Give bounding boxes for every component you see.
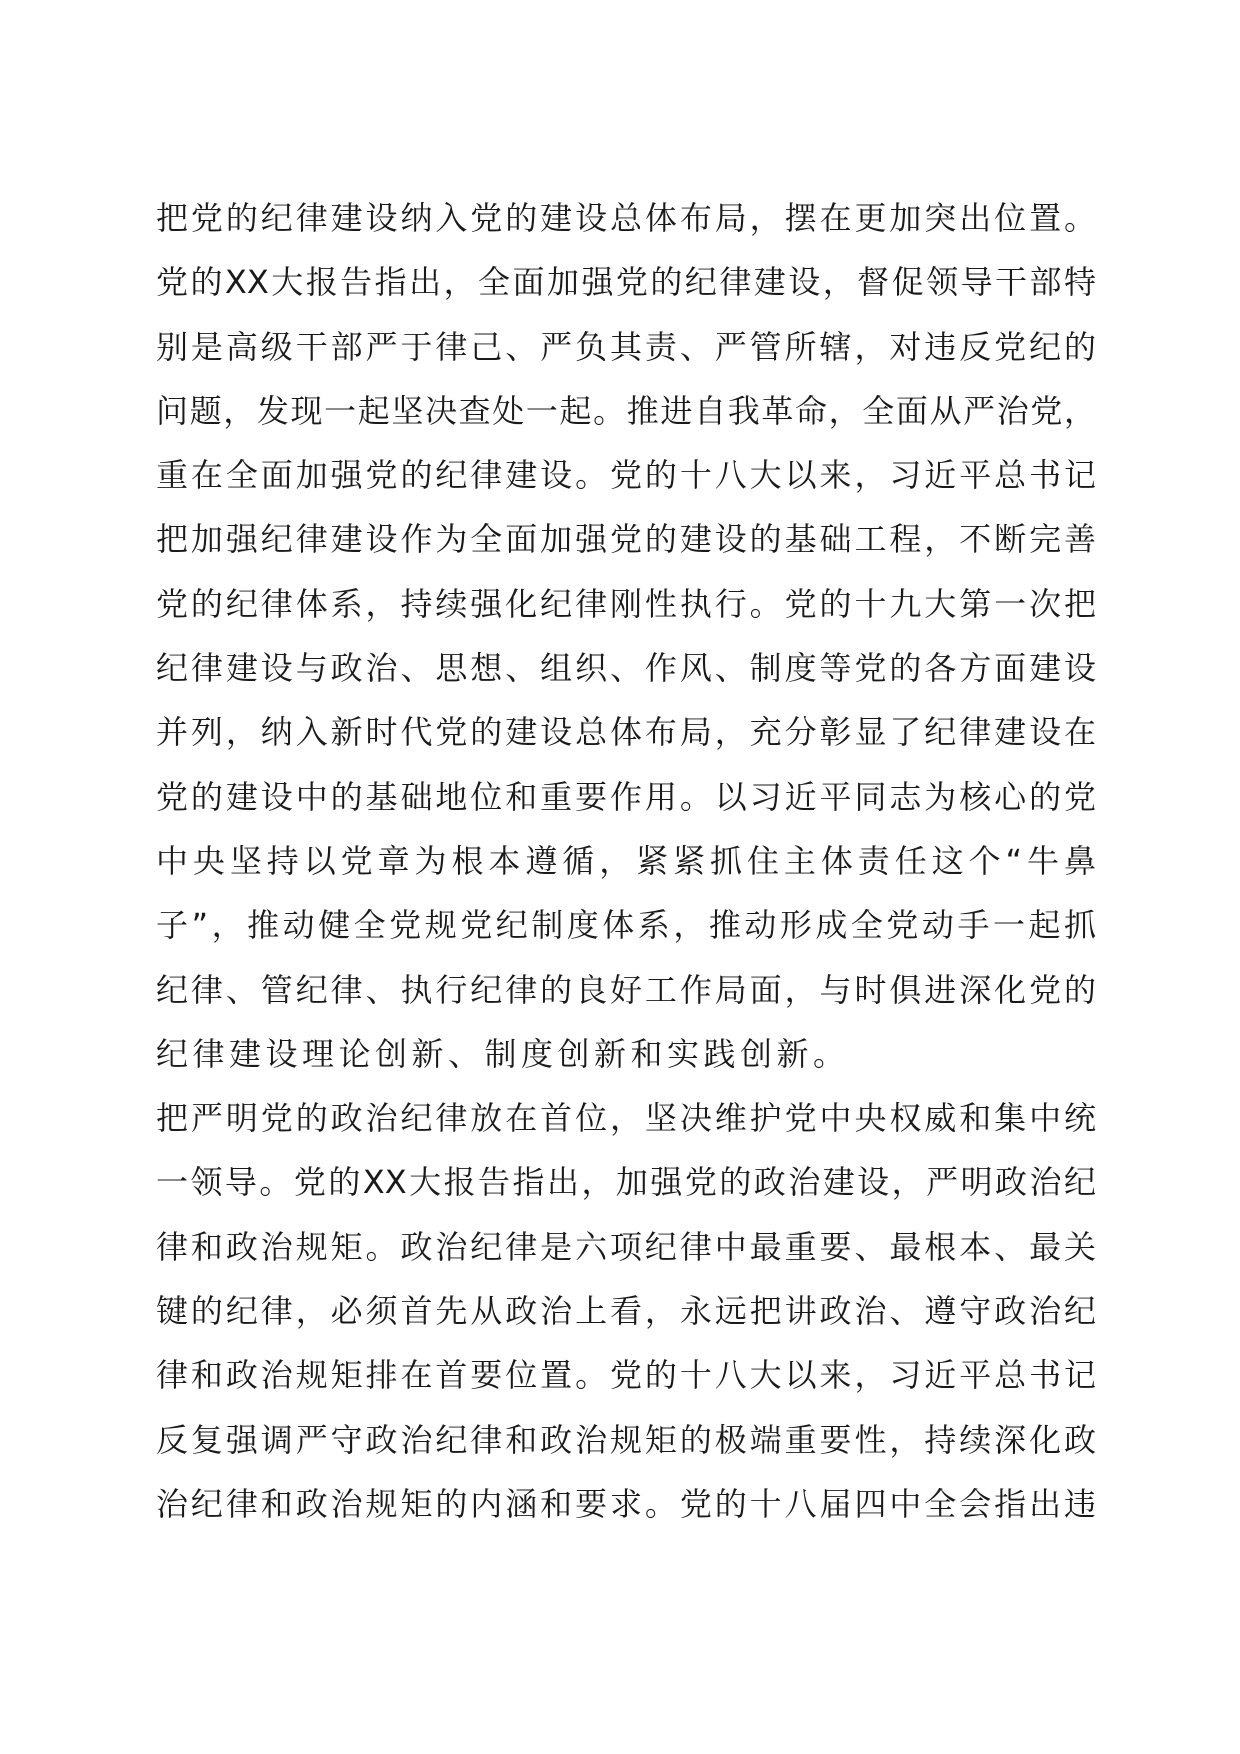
text-line: 别是高级干部严于律己、严负其责、严管所辖，对违反党纪的 (156, 327, 1096, 366)
text-line: 党的纪律体系，持续强化纪律刚性执行。党的十九大第一次把 (156, 584, 1096, 623)
text-line: 中央坚持以党章为根本遵循，紧紧抓住主体责任这个“牛鼻 (156, 841, 1096, 880)
text-line: 律和政治规矩排在首要位置。党的十八大以来，习近平总书记 (156, 1356, 1096, 1395)
text-line: 治纪律和政治规矩的内涵和要求。党的十八届四中全会指出违 (156, 1484, 1096, 1523)
text-line: 子”，推动健全党规党纪制度体系，推动形成全党动手一起抓 (156, 906, 1096, 945)
text-line: 党的XX大报告指出，全面加强党的纪律建设，督促领导干部特 (156, 263, 1096, 302)
text-line: 纪律、管纪律、执行纪律的良好工作局面，与时俱进深化党的 (156, 970, 1096, 1009)
text-line: 重在全面加强党的纪律建设。党的十八大以来，习近平总书记 (156, 456, 1096, 495)
text-line: 把加强纪律建设作为全面加强党的建设的基础工程，不断完善 (156, 520, 1096, 559)
text-line: 把严明党的政治纪律放在首位，坚决维护党中央权威和集中统 (156, 1099, 1096, 1138)
text-line: 问题，发现一起坚决查处一起。推进自我革命，全面从严治党， (156, 391, 1096, 430)
text-line: 律和政治规矩。政治纪律是六项纪律中最重要、最根本、最关 (156, 1227, 1096, 1266)
text-line: 一领导。党的XX大报告指出，加强党的政治建设，严明政治纪 (156, 1163, 1096, 1202)
text-line: 纪律建设与政治、思想、组织、作风、制度等党的各方面建设 (156, 649, 1096, 688)
text-line: 并列，纳入新时代党的建设总体布局，充分彰显了纪律建设在 (156, 713, 1096, 752)
text-line: 反复强调严守政治纪律和政治规矩的极端重要性，持续深化政 (156, 1420, 1096, 1459)
text-line: 党的建设中的基础地位和重要作用。以习近平同志为核心的党 (156, 777, 1096, 816)
text-line: 纪律建设理论创新、制度创新和实践创新。 (156, 1034, 850, 1073)
body-text (156, 186, 1096, 1536)
text-line: 把党的纪律建设纳入党的建设总体布局，摆在更加突出位置。 (156, 199, 1096, 237)
text-line: 键的纪律，必须首先从政治上看，永远把讲政治、遵守政治纪 (156, 1292, 1096, 1331)
